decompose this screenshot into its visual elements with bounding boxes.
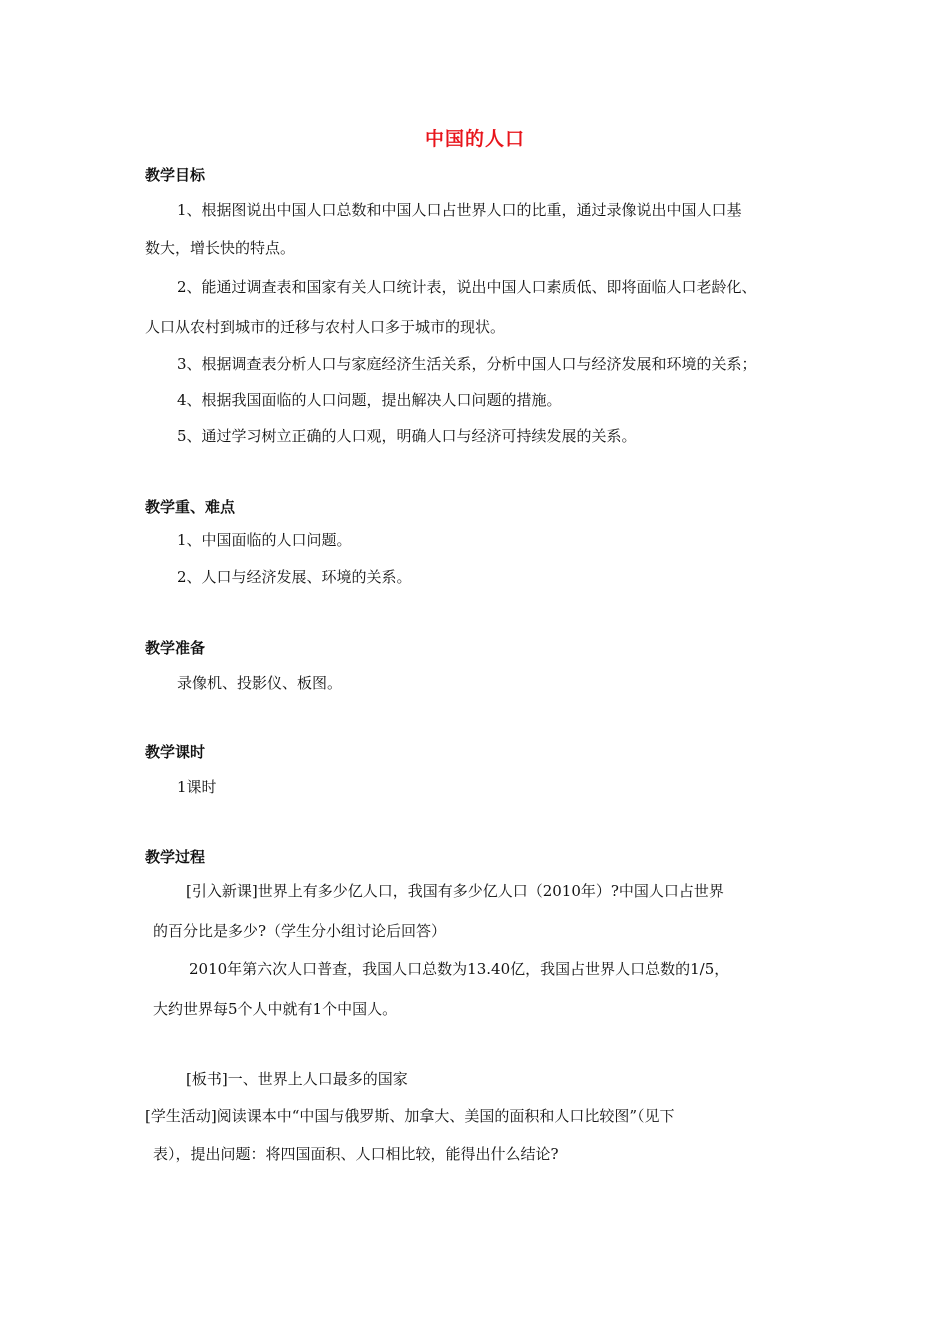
goal-line-6: 4、根据我国面临的人口问题，提出解决人口问题的措施。 — [177, 391, 562, 409]
goal-line-1: 1、根据图说出中国人口总数和中国人口占世界人口的比重，通过录像说出中国人口基 — [177, 201, 742, 219]
process-line-2: 的百分比是多少?（学生分小组讨论后回答） — [153, 922, 447, 940]
goal-line-3: 2、能通过调查表和国家有关人口统计表，说出中国人口素质低、即将面临人口老龄化、 — [177, 278, 757, 296]
keypoint-line-2: 2、人口与经济发展、环境的关系。 — [177, 568, 412, 586]
goal-line-4: 人口从农村到城市的迁移与农村人口多于城市的现状。 — [145, 318, 506, 336]
process-line-3: 2010年第六次人口普查，我国人口总数为13.40亿，我国占世界人口总数的1/5， — [189, 960, 730, 978]
document-title: 中国的人口 — [424, 128, 525, 150]
keypoint-line-1: 1、中国面临的人口问题。 — [177, 531, 352, 549]
preparation-line-1: 录像机、投影仪、板图。 — [177, 674, 343, 692]
section-heading-keypoints: 教学重、难点 — [145, 498, 236, 516]
goal-line-7: 5、通过学习树立正确的人口观，明确人口与经济可持续发展的关系。 — [177, 427, 637, 445]
goal-line-5: 3、根据调查表分析人口与家庭经济生活关系，分析中国人口与经济发展和环境的关系； — [177, 355, 757, 373]
process-line-4: 大约世界每5个人中就有1个中国人。 — [153, 1000, 398, 1018]
section-heading-preparation: 教学准备 — [145, 639, 206, 657]
section-heading-goals: 教学目标 — [145, 166, 206, 184]
goal-line-2: 数大，增长快的特点。 — [145, 239, 296, 257]
process-line-7: 表），提出问题：将四国面积、人口相比较，能得出什么结论? — [153, 1145, 559, 1163]
hours-line-1: 1课时 — [177, 778, 217, 796]
section-heading-hours: 教学课时 — [145, 743, 206, 761]
process-line-1: [引入新课]世界上有多少亿人口，我国有多少亿人口（2010年）?中国人口占世界 — [186, 882, 724, 900]
process-line-6: [学生活动]阅读课本中“中国与俄罗斯、加拿大、美国的面积和人口比较图”（见下 — [145, 1107, 675, 1125]
process-line-5: [板书]一、世界上人口最多的国家 — [186, 1070, 408, 1088]
section-heading-process: 教学过程 — [145, 848, 206, 866]
